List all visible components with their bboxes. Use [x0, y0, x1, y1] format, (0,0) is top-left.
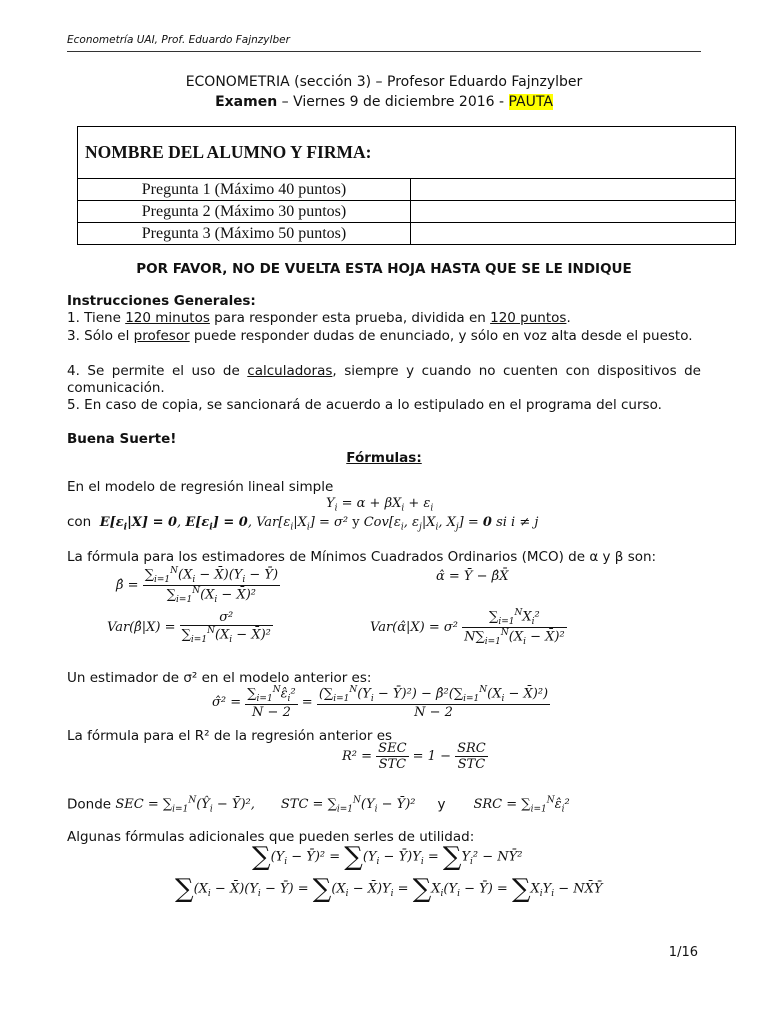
sigma-estimator-formula: σ̂² = $\frac{\sum_{i=1}^N\varepsilon̂_i^2}{N - 2}$ = $\frac{(\sum_{i=1}^N(Y_i - Ȳ)^2) - \betâ^2(\sum_{i=1}^N(X_i - X̄)^2)}{N - 2}$ [212, 685, 549, 720]
question-1-score [411, 179, 736, 201]
do-not-turn-notice: POR FAVOR, NO DE VUELTA ESTA HOJA HASTA QUE SE LE INDIQUE [136, 261, 632, 277]
instruction-1: 1. Tiene 120 minutos para responder esta prueba, dividida en 120 puntos. [67, 310, 571, 326]
var-alpha-formula: Var(α̂|X) = σ² $\frac{\sum_{i=1}^NX_i^2}{N\sum_{i=1}^N(X_i - X̄)^2}$ [370, 608, 565, 647]
instruction-4: 4. Se permite el uso de calculadoras, siempre y cuando no cuenten con dispositivos de comunicación. [67, 363, 701, 396]
exam-date: – Viernes 9 de diciembre 2016 - [277, 94, 509, 110]
assumptions-equation: $E[\varepsilon_i|X] = 0$, $E[\varepsilon_i] = 0$, $Var[\varepsilon_i|X_i] = \sigma^2$ y $Cov[\varepsilon_i$, $\varepsilon_j|X_i$, $X_j] = 0$ si i ≠ j [99, 515, 539, 533]
model-equation: $Y_i = \alpha + \beta X_i + \varepsilon_i$ [326, 496, 434, 514]
good-luck: Buena Suerte! [67, 431, 177, 447]
extra-formula-2: $\sum(X_i$ − $X̄)(Y_i$ − Ȳ) = $\sum(X_i$ − $X̄)Y_i = \sum X_i(Y_i$ − Ȳ) = $\sum X_iY_i$ − NX̄Ȳ [175, 874, 603, 904]
course-title: ECONOMETRIA (sección 3) – Profesor Eduardo Fajnzylber [185, 74, 583, 90]
formulas-heading: Fórmulas: [346, 450, 422, 466]
var-beta-formula: Var(β̂|X) = $\frac{\text{σ²}}{\sum_{i=1}^N(X_i - X̄)^2}$ [107, 610, 271, 645]
question-3-score [411, 223, 736, 245]
extra-intro: Algunas fórmulas adicionales que pueden serles de utilidad: [67, 829, 475, 845]
sums-definitions: Donde SEC = $\sum_{i=1}^N(Ŷ_i$ − Ȳ)², STC = $\sum_{i=1}^N(Y_i$ − Ȳ)² y SRC = $\sum_{i=1}^N\varepsilon̂_i^2$ [67, 796, 570, 815]
question-1-label: Pregunta 1 (Máximo 40 puntos) [78, 179, 411, 201]
instruction-3: 3. Sólo el profesor puede responder dudas de enunciado, y sólo en voz alta desde el puesto. [67, 328, 693, 344]
alpha-hat-formula: α̂ = Ȳ − β̂X̄ [436, 569, 509, 584]
student-name-cell: NOMBRE DEL ALUMNO Y FIRMA: [78, 127, 736, 179]
sigma-intro: Un estimador de σ² en el modelo anterior es: [67, 670, 372, 686]
question-3-label: Pregunta 3 (Máximo 50 puntos) [78, 223, 411, 245]
question-2-label: Pregunta 2 (Máximo 30 puntos) [78, 201, 411, 223]
instruction-5: 5. En caso de copia, se sancionará de acuerdo a lo estipulado en el programa del curso. [67, 397, 662, 413]
instructions-heading: Instrucciones Generales: [67, 293, 256, 309]
header-rule [67, 51, 701, 52]
exam-label: Examen [215, 94, 278, 110]
exam-subtitle [0, 94, 768, 110]
question-2-score [411, 201, 736, 223]
r2-intro: La fórmula para el R² de la regresión anterior es [67, 728, 393, 744]
r2-formula: R² = $\frac{\text{SEC}}{\text{STC}}$ = 1 − $\frac{\text{SRC}}{\text{STC}}$ [342, 741, 486, 772]
mco-intro: La fórmula para los estimadores de Mínimos Cuadrados Ordinarios (MCO) de α y β son: [67, 549, 657, 565]
running-header: Econometría UAI, Prof. Eduardo Fajnzylber [67, 34, 290, 46]
model-assumptions: con $E[\varepsilon_i|X] = 0$, $E[\varepsilon_i] = 0$, $Var[\varepsilon_i|X_i] = \sigma^2$ y $Cov[\varepsilon_i$, $\varepsilon_j|X_i$, $X_j] = 0$ si i ≠ j [67, 514, 539, 533]
score-table [77, 126, 736, 245]
model-intro: En el modelo de regresión lineal simple [67, 479, 334, 495]
extra-formula-1: $\sum(Y_i$ − Ȳ)² = $\sum(Y_i$ − $Ȳ)Y_i = \sum Y_i^2$ − NȲ² [252, 842, 523, 872]
pauta-highlight: PAUTA [508, 94, 553, 110]
beta-hat-formula: β̂ = $\frac{\sum_{i=1}^N(X_i - X̄)(Y_i - Ȳ)}{\sum_{i=1}^N(X_i - X̄)^2}$ [116, 566, 279, 605]
page-number: 1/16 [668, 945, 698, 960]
